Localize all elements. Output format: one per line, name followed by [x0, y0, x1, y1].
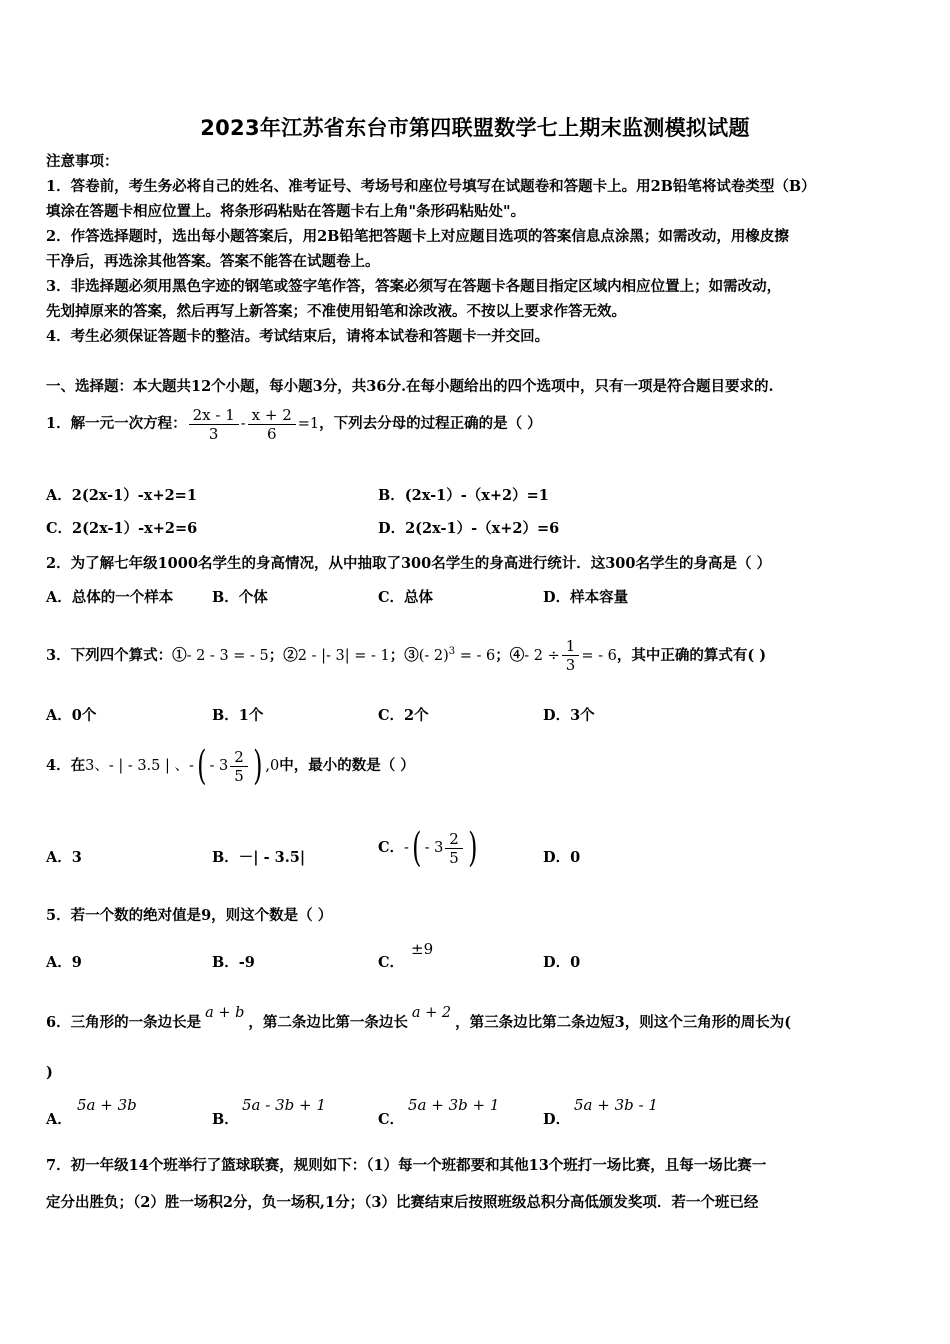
- question-1-stem: [46, 404, 542, 444]
- q3-sep-4: ；④: [495, 646, 525, 664]
- q4-option-c-den: 5: [449, 848, 459, 867]
- q3-option-a[interactable]: A．0个: [46, 707, 97, 724]
- q3-fraction: [562, 637, 580, 674]
- q4-prefix: 4．在: [46, 757, 86, 774]
- q1-f1-num: 2x - 1: [189, 406, 239, 425]
- question-3-stem: [46, 627, 766, 681]
- q3-suffix: ，其中正确的算式有( ): [616, 646, 767, 664]
- q3-f-num: 1: [562, 637, 580, 656]
- q6-option-b-label[interactable]: B．: [212, 1111, 239, 1128]
- section-heading: 一、选择题：本大题共12个小题，每小题3分，共36分.在每小题给出的四个选项中，只有一项是符合题目要求的.: [46, 378, 774, 395]
- q6-expr-1: a + b: [205, 1005, 245, 1021]
- q6-close-paren: ): [46, 1064, 53, 1081]
- q3-expr-4b: = - 6: [581, 647, 617, 664]
- q4-suffix: 中，最小的数是（ ）: [279, 757, 415, 774]
- q4-mixed-den: 5: [234, 766, 244, 785]
- q3-expr-1: - 2 - 3 = - 5: [186, 647, 269, 664]
- q4-option-c-minus: -: [404, 840, 409, 856]
- q2-option-d[interactable]: D．样本容量: [543, 589, 629, 606]
- q1-option-c[interactable]: C．2(2x-1）-x+2=6: [46, 520, 198, 537]
- notice-line: 3．非选择题必须用黑色字迹的钢笔或签字笔作答，答案必须写在答题卡各题目指定区域内相应位置上；如需改动，: [46, 278, 782, 295]
- q3-f-den: 3: [565, 656, 576, 675]
- q3-expr-2: 2 - |- 3| = - 1: [297, 647, 390, 664]
- q4-option-d[interactable]: D．0: [543, 849, 581, 866]
- q4-option-c-fraction: [445, 830, 463, 867]
- question-5-stem: 5．若一个数的绝对值是9，则这个数是（ ）: [46, 907, 333, 924]
- q1-eq: =1: [297, 416, 320, 432]
- q6-option-a-expr: 5a + 3b: [77, 1096, 137, 1114]
- q1-f1-den: 3: [208, 424, 219, 443]
- question-6-stem: [46, 1005, 792, 1033]
- q3-option-d[interactable]: D．3个: [543, 707, 595, 724]
- q6-option-d-label[interactable]: D．: [543, 1111, 571, 1128]
- q2-option-b[interactable]: B．个体: [212, 589, 268, 606]
- q4-option-c-num: 2: [445, 830, 463, 849]
- q2-option-c[interactable]: C．总体: [378, 589, 434, 606]
- q1-minus: -: [240, 416, 246, 432]
- notice-line: 填涂在答题卡相应位置上。将条形码粘贴在答题卡右上角"条形码粘贴处"。: [46, 203, 526, 220]
- q6-prefix: 6．三角形的一条边长是: [46, 1014, 202, 1031]
- q6-option-c-expr: 5a + 3b + 1: [408, 1096, 500, 1114]
- q4-expr-1: 3、- | - 3.5 | 、-: [85, 758, 194, 774]
- q3-sep-2: ；②: [268, 646, 298, 664]
- q3-option-b[interactable]: B．1个: [212, 707, 264, 724]
- q4-mixed-fraction: [230, 748, 248, 785]
- q6-expr-2: a + 2: [411, 1005, 452, 1021]
- page-title: 2023年江苏省东台市第四联盟数学七上期末监测模拟试题: [200, 116, 750, 140]
- q4-expr-2: ,0: [265, 758, 280, 774]
- q6-option-b-expr: 5a - 3b + 1: [242, 1096, 326, 1114]
- q3-expr-4a: - 2 ÷: [524, 647, 560, 664]
- q1-fraction-2: [248, 406, 296, 443]
- notice-line: 先划掉原来的答案，然后再写上新答案；不准使用铅笔和涂改液。不按以上要求作答无效。: [46, 303, 626, 320]
- question-4-stem: 4．在3、- | - 3.5 | 、-( - 3 $\frac{2}{5}$ ) ,0中，最小的数是（ ）: [46, 743, 415, 789]
- q4-mixed-num: 2: [230, 748, 248, 767]
- q1-prefix: 1．解一元一次方程：: [46, 415, 187, 432]
- q4-option-c-whole: - 3: [424, 840, 444, 856]
- q5-option-b[interactable]: B．-9: [212, 954, 255, 971]
- q6-mid: ，第二条边比第一条边长: [248, 1014, 408, 1031]
- q4-option-b[interactable]: B．－| - 3.5|: [212, 849, 306, 866]
- q6-option-c-label[interactable]: C．: [378, 1111, 405, 1128]
- q6-option-d-expr: 5a + 3b - 1: [574, 1096, 658, 1114]
- q1-option-d[interactable]: D．2(2x-1）-（x+2）=6: [378, 520, 560, 537]
- q3-sep-3: ；③: [389, 646, 419, 664]
- notice-heading: 注意事项：: [46, 153, 119, 170]
- q5-option-d[interactable]: D．0: [543, 954, 581, 971]
- q1-option-b[interactable]: B．(2x-1）-（x+2）=1: [378, 487, 549, 504]
- notice-line: 4．考生必须保证答题卡的整洁。考试结束后，请将本试卷和答题卡一并交回。: [46, 328, 550, 345]
- q3-expr-3b: = - 6: [455, 647, 496, 664]
- q3-exponent: 3: [448, 646, 456, 657]
- q5-option-a[interactable]: A．9: [46, 954, 82, 971]
- q1-f2-num: x + 2: [248, 406, 296, 425]
- q1-f2-den: 6: [266, 424, 277, 443]
- q2-option-a[interactable]: A．总体的一个样本: [46, 589, 174, 606]
- q1-option-a[interactable]: A．2(2x-1）-x+2=1: [46, 487, 197, 504]
- notice-line: 干净后，再选涂其他答案。答案不能答在试题卷上。: [46, 253, 380, 270]
- q5-option-c-expr: ±9: [411, 940, 434, 958]
- q5-option-c-label[interactable]: C．: [378, 954, 405, 971]
- q4-mixed-whole: - 3: [209, 758, 229, 774]
- q4-option-c[interactable]: C．-( - 3 $\frac{2}{5}$ ): [378, 825, 478, 871]
- notice-line: 2．作答选择题时，选出每小题答案后，用2B铅笔把答题卡上对应题目选项的答案信息点涂黑；如需改动，用橡皮擦: [46, 228, 789, 245]
- q3-option-c[interactable]: C．2个: [378, 707, 429, 724]
- q4-option-c-label: C．: [378, 839, 405, 856]
- question-7-line-2: 定分出胜负；（2）胜一场积2分，负一场积,1分；（3）比赛结束后按照班级总积分高低颁发奖项．若一个班已经: [46, 1194, 759, 1211]
- notice-line: 1．答卷前，考生务必将自己的姓名、准考证号、考场号和座位号填写在试题卷和答题卡上。用2B铅笔将试卷类型（B）: [46, 178, 816, 195]
- q6-suffix: ，第三条边比第二条边短3，则这个三角形的周长为(: [455, 1014, 792, 1031]
- question-7-line-1: 7．初一年级14个班举行了篮球联赛，规则如下：（1）每一个班都要和其他13个班打一场比赛，且每一场比赛一: [46, 1157, 767, 1174]
- q3-prefix: 3．下列四个算式：①: [46, 646, 187, 664]
- q1-suffix: ，下列去分母的过程正确的是（ ）: [319, 415, 542, 432]
- question-2-stem: 2．为了解七年级1000名学生的身高情况，从中抽取了300名学生的身高进行统计．这300名学生的身高是（ ）: [46, 555, 772, 572]
- q6-option-a-label[interactable]: A．: [46, 1111, 72, 1128]
- q4-option-a[interactable]: A．3: [46, 849, 82, 866]
- q3-expr-3a: (- 2): [418, 647, 449, 664]
- q1-fraction-1: [189, 406, 239, 443]
